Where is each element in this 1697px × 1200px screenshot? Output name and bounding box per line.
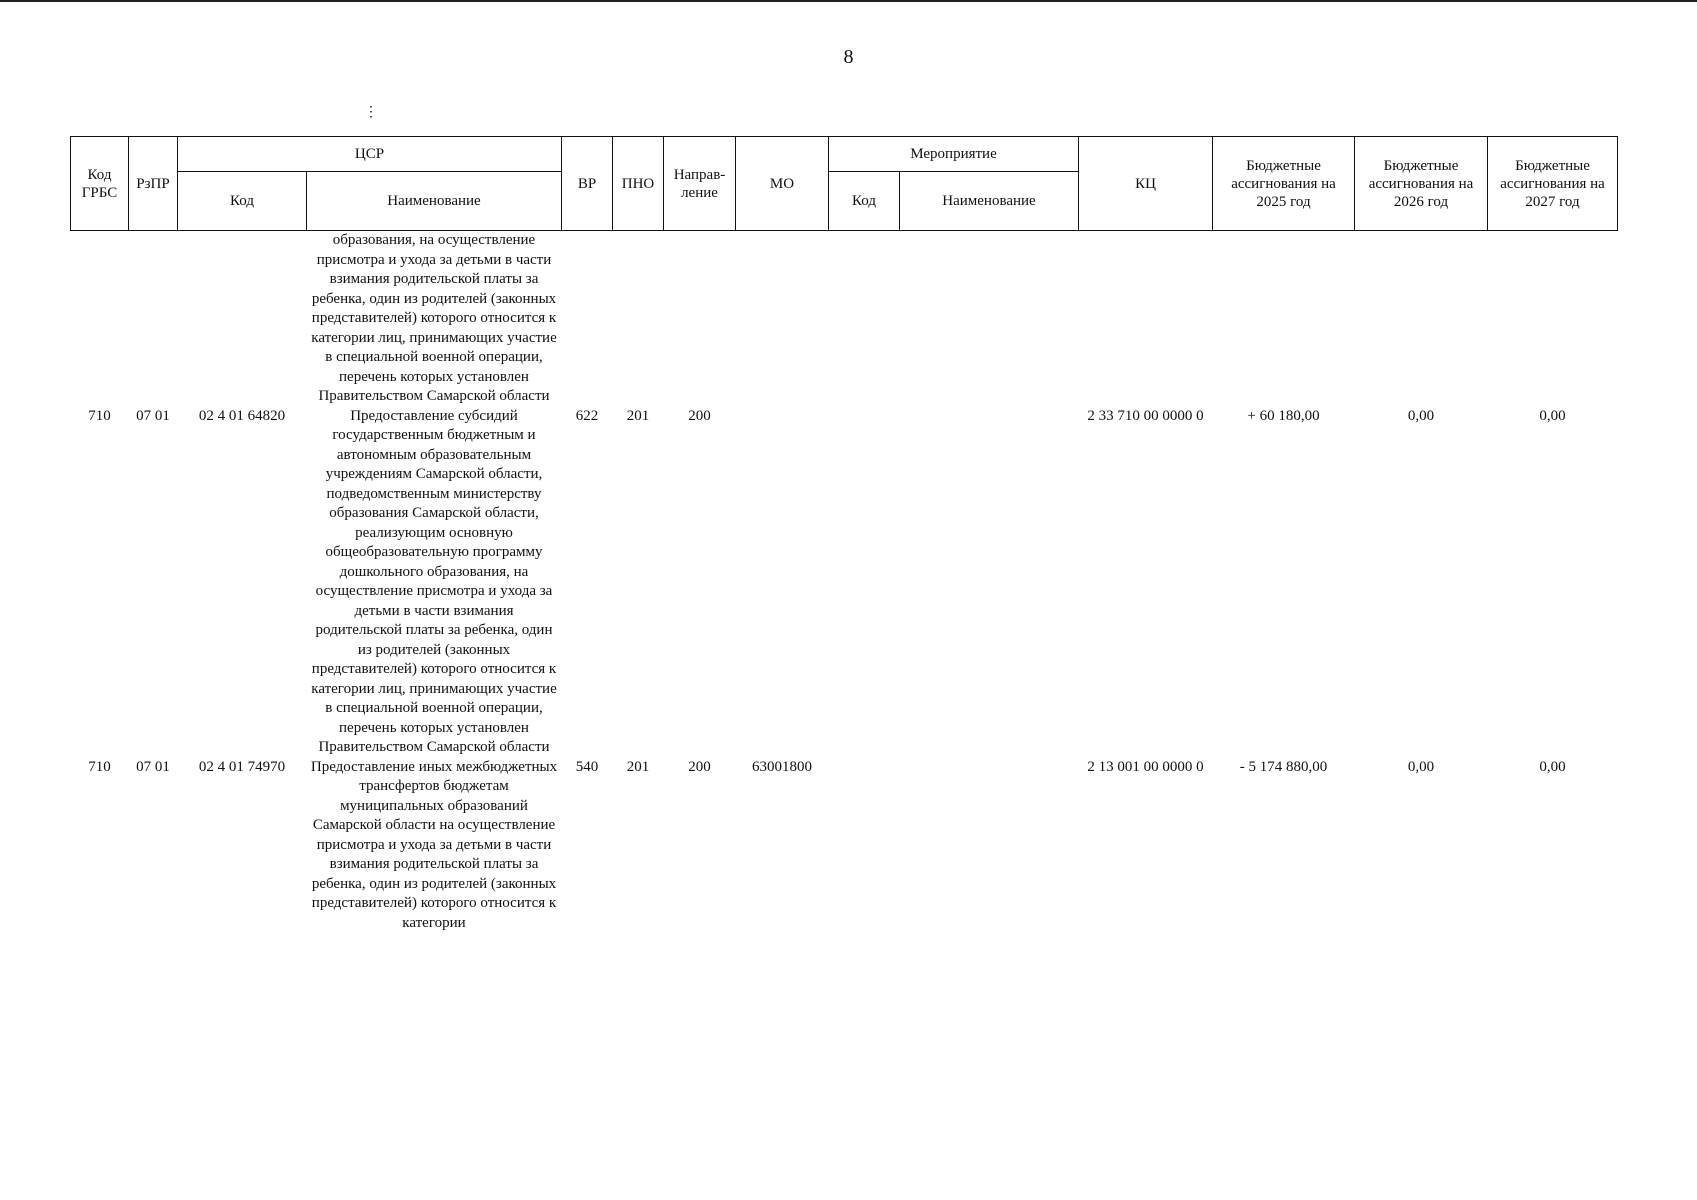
cell-meropr-kod <box>829 407 900 758</box>
header-csr: ЦСР <box>178 137 562 172</box>
header-vr: ВР <box>562 137 613 231</box>
cell-kc: 2 13 001 00 0000 0 <box>1087 758 1204 775</box>
cell-ba-2027: 0,00 <box>1539 407 1566 424</box>
cell-meropr-name <box>900 407 1079 758</box>
cell-mo: 63001800 <box>752 758 812 775</box>
page-number: 8 <box>843 46 854 68</box>
cell-pno: 201 <box>626 758 650 775</box>
header-mo: МО <box>736 137 829 231</box>
header-meropr-kod: Код <box>829 172 900 231</box>
header-csr-name: Наименование <box>307 172 562 231</box>
table-body <box>71 231 1618 934</box>
header-csr-kod: Код <box>178 172 307 231</box>
cell-napravlenie: 200 <box>688 407 711 424</box>
cell-pno: 201 <box>626 407 650 424</box>
header-napravlenie: Направ-ление <box>664 137 736 231</box>
header-meropr-name: Наименование <box>900 172 1079 231</box>
budget-table <box>70 136 1618 933</box>
cell-ba-2025: + 60 180,00 <box>1247 407 1320 424</box>
cell-name: образования, на осуществление присмотра и ухода за детьми в части взимания родительской платы за ребенка, один из родителей (законных представителей) которого относится к категории лиц, принимающих участие в специальной военной операции, перечень которых установлен Правительством Самарской области <box>311 232 557 404</box>
top-border-line <box>0 0 1697 2</box>
table-header <box>71 137 1618 231</box>
header-rzpr: РзПР <box>129 137 178 231</box>
cell-ba-2027: 0,00 <box>1539 758 1566 775</box>
cell-kc: 2 33 710 00 0000 0 <box>1087 407 1204 424</box>
cell-rzpr: 07 01 <box>136 407 170 424</box>
cell-ba-2026: 0,00 <box>1407 407 1435 424</box>
cell-vr: 622 <box>575 407 599 424</box>
cell-name: Предоставление иных межбюджетных трансфертов бюджетам муниципальных образований Самарской области на осуществление присмотра и ухода за детьми в части взимания родительской платы за ребенка, один из родителей (законных представителей) которого относится к категории <box>310 758 558 931</box>
table-row <box>71 758 1618 934</box>
cell-meropr-name <box>900 758 1079 934</box>
header-pno: ПНО <box>613 137 664 231</box>
cell-ba-2025: - 5 174 880,00 <box>1239 758 1328 775</box>
header-ba-2025: Бюджетные ассигнования на 2025 год <box>1213 137 1355 231</box>
cell-csr-kod: 02 4 01 64820 <box>198 407 286 424</box>
table-row <box>71 407 1618 758</box>
margin-marker: ⋮ <box>364 105 378 120</box>
cell-napravlenie: 200 <box>688 758 711 775</box>
cell-vr: 540 <box>575 758 599 775</box>
cell-grbs: 710 <box>88 407 111 424</box>
header-ba-2026: Бюджетные ассигнования на 2026 год <box>1355 137 1488 231</box>
cell-name: Предоставление субсидий государственным бюджетным и автономным образовательным учреждениям Самарской области, подведомственным министерству образования Самарской области, реализующим основную общеобразовательную программу дошкольного образования, на осуществление присмотра и ухода за детьми в части взимания родительской платы за ребенка, один из родителей (законных представителей) которого относится к категории лиц, принимающих участие в специальной военной операции, перечень которых установлен Правительством Самарской области <box>311 407 557 755</box>
header-kod-grbs: Код ГРБС <box>71 137 129 231</box>
header-ba-2027: Бюджетные ассигнования на 2027 год <box>1488 137 1618 231</box>
header-meropriyatie: Мероприятие <box>829 137 1079 172</box>
table-row-continuation <box>71 231 1618 407</box>
cell-mo <box>736 407 829 758</box>
cell-grbs: 710 <box>88 758 111 775</box>
cell-meropr-kod <box>829 758 900 934</box>
cell-ba-2026: 0,00 <box>1407 758 1435 775</box>
cell-rzpr: 07 01 <box>136 758 170 775</box>
header-kc: КЦ <box>1079 137 1213 231</box>
cell-csr-kod: 02 4 01 74970 <box>198 758 286 775</box>
